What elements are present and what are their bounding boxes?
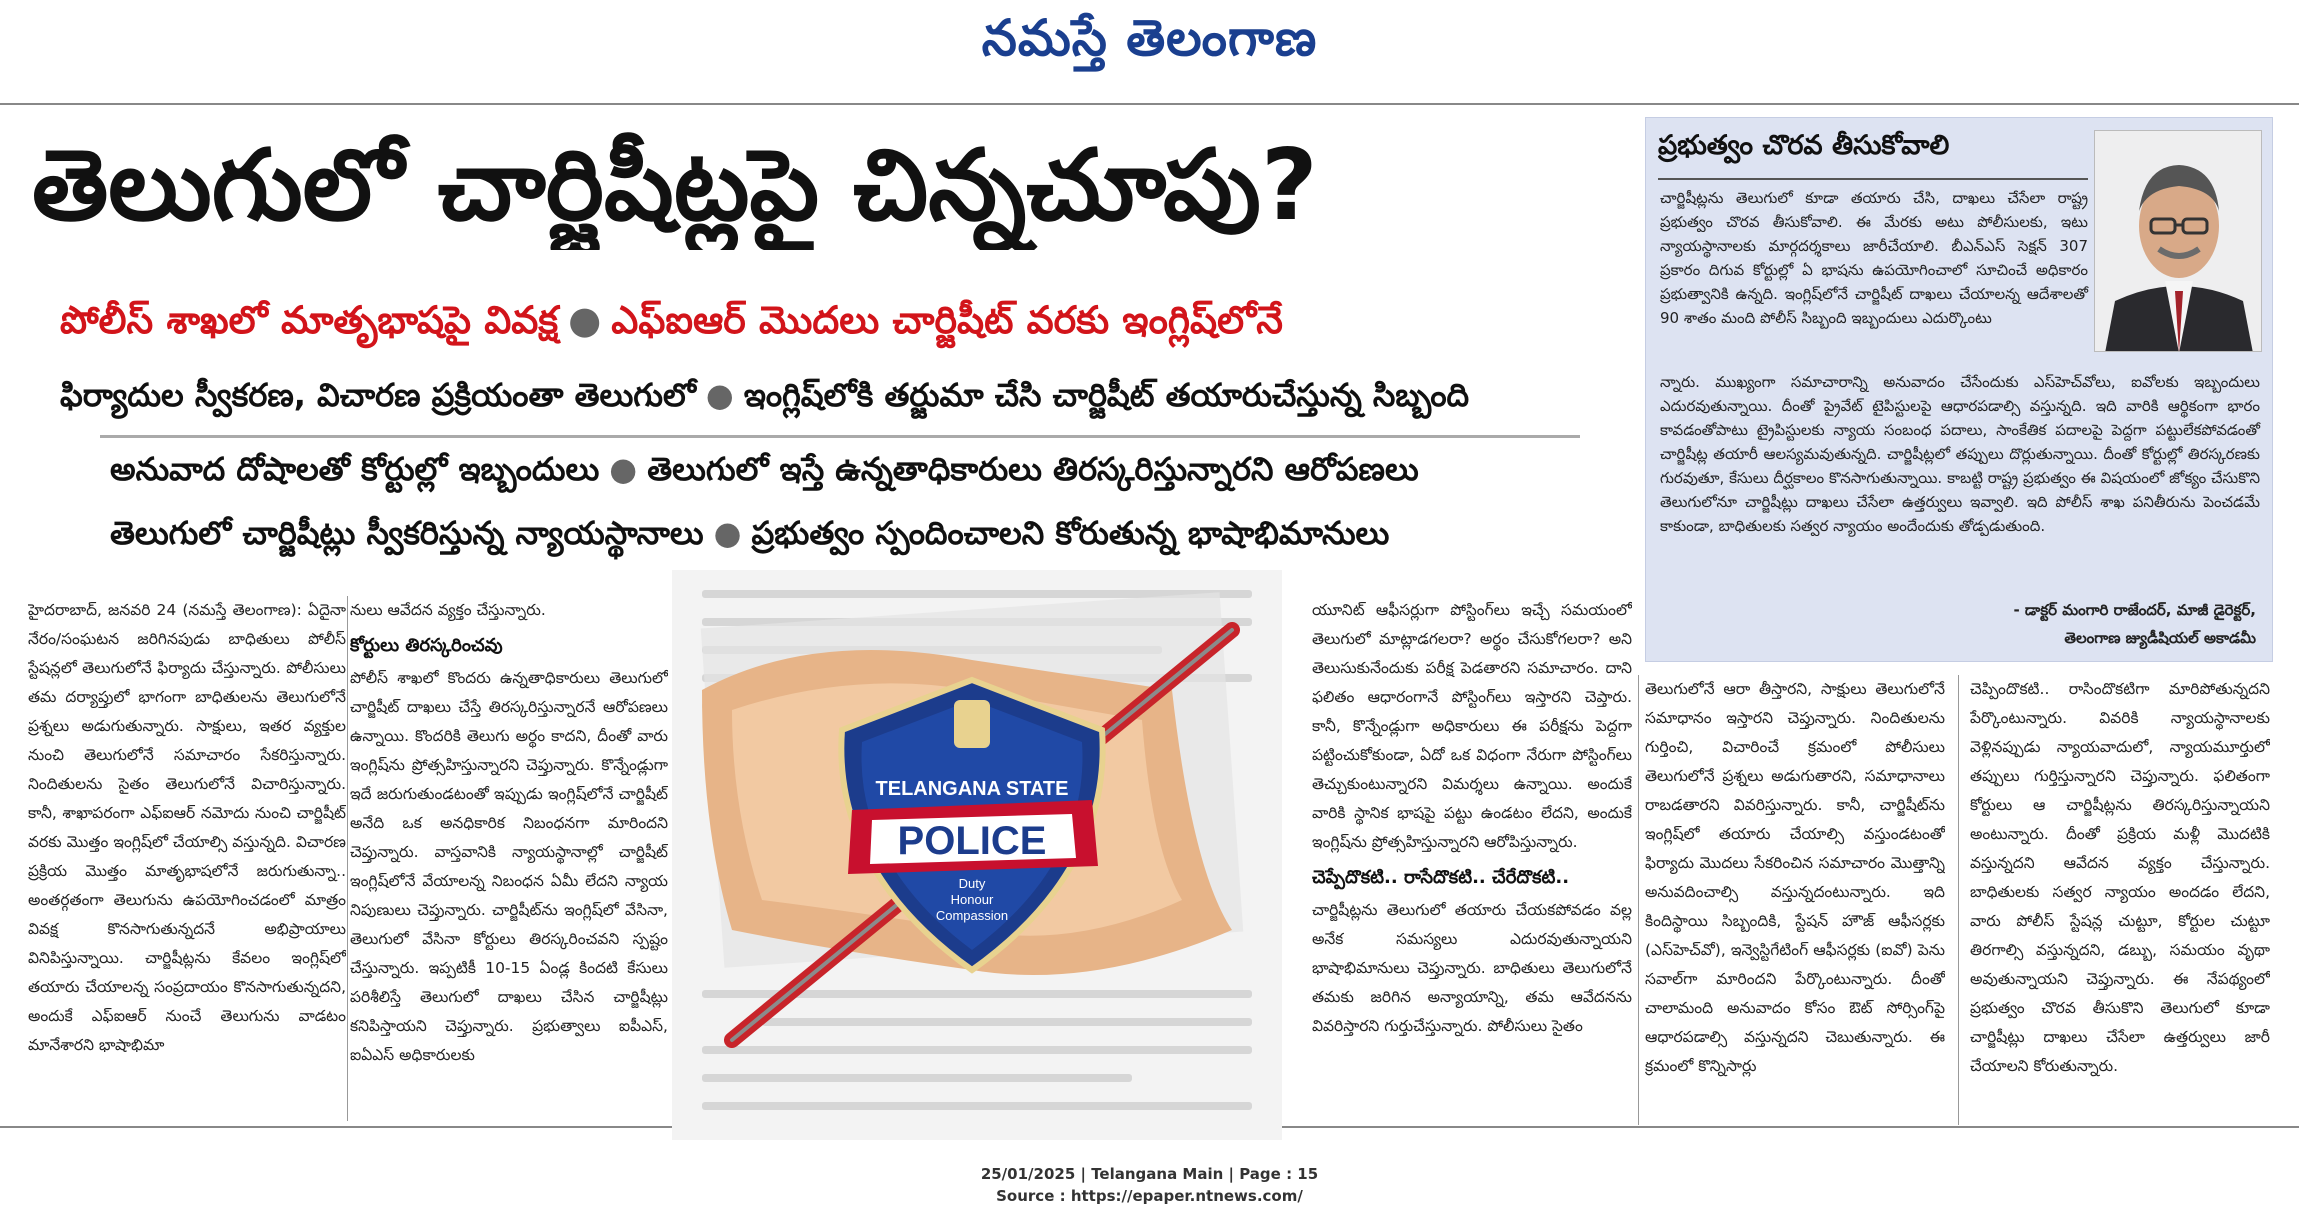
article-paragraph: చెప్పిందొకటి.. రాసిందొకటిగా మారిపోతున్నదని పేర్కొంటున్నారు. వివరికి న్యాయస్థానాలకు వెళ్లినప్పుడు న్యాయవాదులో, న్యాయమూర్తులో తప్పులు గుర్తిస్తున్నారని చెప్తున్నారు. ఫలితంగా కోర్టులు ఆ చార్జిషీట్లను తిరస్కరిస్తున్నాయని అంటున్నారు. దీంతో ప్రక్రియ మళ్లీ మొదటికి వస్తున్నదని ఆవేదన వ్యక్తం చేస్తున్నారు. బాధితులకు సత్వర న్యాయం అందడం లేదని, వారు పోలీస్ స్టేషన్ల చుట్టూ, కోర్టుల చుట్టూ తిరగాల్సి వస్తున్నదని, డబ్బు, సమయం వృథా అవుతున్నాయని చెప్తున్నారు. ఈ నేపథ్యంలో ప్రభుత్వం చొరవ తీసుకొని తెలుగులో కూడా చార్జిషీట్లు దాఖలు చేసేలా ఉత్తర్వులు జారీ చేయాలని కోరుతున్నారు.: [1970, 680, 2270, 1075]
section-subhead: చెప్పేదొకటి.. రాసేదొకటి.. చేరేదొకటి..: [1312, 867, 1570, 888]
sidebar-body-top: చార్జిషీట్లను తెలుగులో కూడా తయారు చేసి, దాఖలు చేసేలా రాష్ట్ర ప్రభుత్వం చొరవ తీసుకోవాలి. ఈ మేరకు అటు పోలీసులకు, ఇటు న్యాయస్థానాలకు మార్గదర్శకాలు జారీచేయాలి. బీఎన్ఎస్ సెక్షన్ 307 ప్రకారం దిగువ కోర్టుల్లో ఏ భాషను ఉపయోగించాలో సూచించే అధికారం ప్రభుత్వానికి ఉన్నది. ఇంగ్లిష్‌లోనే చార్జిషీట్ దాఖలు చేయాలన్న ఆదేశాలతో 90 శాతం మంది పోలీస్ సిబ్బంది ఇబ్బందులు ఎదుర్కొంటు: [1660, 189, 2088, 327]
deck-item: ఫిర్యాదుల స్వీకరణ, విచారణ ప్రక్రియంతా తెలుగులో: [60, 376, 696, 414]
article-paragraph: యూనిట్ ఆఫీసర్లుగా పోస్టింగ్‌లు ఇచ్చే సమయంలో తెలుగులో మాట్లాడగలరా? అర్థం చేసుకోగలరా? అని తెలుసుకునేందుకు పరీక్ష పెడతారని సమాచారం. దాని ఫలితం ఆధారంగానే పోస్టింగ్‌లు ఇస్తారని చెప్తారు. కానీ, కొన్నేండ్లుగా అధికారులు ఈ పరీక్షను పెద్దగా పట్టించుకోకుండా, ఏదో ఒక విధంగా నేరుగా పోస్టింగ్‌లు తెచ్చుకుంటున్నారని విమర్శలు ఉన్నాయి. అందుకే వారికి స్థానిక భాషపై పట్టు ఉండటం లేదని, అందుకే ఇంగ్లిష్‌ను ప్రోత్సహిస్తున్నారని ఆరోపిస్తున్నారు.: [1312, 601, 1632, 851]
sidebar-body-bottom: న్నారు. ముఖ్యంగా సమాచారాన్ని అనువాదం చేసేందుకు ఎస్‌హెచ్‌వోలు, ఐవోలకు ఇబ్బందులు ఎదురవుతున్నాయి. దీంతో ప్రైవేట్ టైపిస్టులపై ఆధారపడాల్సి వస్తున్నది. ఇది వారికి ఆర్థికంగా భారం కావడంతోపాటు ట్రైపిస్టులకు న్యాయ సంబంధ పదాలు, సాంకేతిక పదాలపై పెద్దగా పట్టులేకపోవడంతో చార్జిషీట్ల తయారీ ఆలస్యమవుతున్నది. చార్జిషీట్లలో తప్పులు దొర్లుతున్నాయి. దీంతో కోర్టుల్లో తిరస్కరణకు గురవుతూ, కేసులు దీర్ఘకాలం కొనసాగుతున్నాయి. కాబట్టి రాష్ట్ర ప్రభుత్వం ఈ విషయంలో జోక్యం చేసుకొని తెలుగులోనూ చార్జిషీట్లు దాఖలు చేసేలా ఉత్తర్వులు ఇవ్వాలి. ఇది పోలీస్ శాఖ పనితీరును పెంచడమే కాకుండా, బాధితులకు సత్వర న్యాయం అందేందుకు తోడ్పడుతుంది.: [1660, 373, 2260, 535]
deck-item: ఇంగ్లిష్‌లోకి తర్జుమా చేసి చార్జిషీట్ తయారుచేస్తున్న సిబ్బంది: [743, 376, 1470, 414]
footer-source-link[interactable]: Source : https://epaper.ntnews.com/: [996, 1187, 1303, 1205]
bullet-icon: ●: [609, 450, 638, 488]
masthead: [0, 0, 2299, 80]
bullet-icon: ●: [568, 298, 602, 342]
article-column-2: [350, 596, 668, 1121]
article-paragraph: తెలుగులోనే ఆరా తీస్తారని, సాక్షులు తెలుగులోనే సమాధానం ఇస్తారని చెప్తున్నారు. నిందితులను గుర్తించి, విచారించే క్రమంలో పోలీసులు తెలుగులోనే ప్రశ్నలు అడుగుతారని, సమాధానాలు రాబడతారని వివరిస్తున్నారు. కానీ, చార్జిషీట్‌ను ఇంగ్లిష్‌లో తయారు చేయాల్సి వస్తుండటంతో ఫిర్యాదు మొదలు సేకరించిన సమాచారం మొత్తాన్ని అనువదించాల్సి వస్తున్నదంటున్నారు. ఇది కిందిస్థాయి సిబ్బందికి, స్టేషన్ హౌజ్ ఆఫీసర్లకు (ఎస్‌హెచ్‌వో), ఇన్వెస్టిగేటింగ్ ఆఫీసర్లకు (ఐవో) పెను సవాల్‌గా మారిందని పేర్కొంటున్నారు. దీంతో చాలామంది అనువాదం కోసం ఔట్ సోర్సింగ్‌పై ఆధారపడాల్సి వస్తున్నదని చెబుతున్నారు. ఈ క్రమంలో కొన్నిసార్లు: [1645, 680, 1945, 1075]
subheadline-red: [60, 298, 1620, 352]
section-subhead: కోర్టులు తిరస్కరించవు: [350, 635, 503, 656]
page-footer: [0, 1163, 2299, 1207]
column-divider: [1958, 675, 1959, 1125]
article-paragraph: హైదరాబాద్, జనవరి 24 (నమస్తే తెలంగాణ): ఏదైనా నేరం/సంఘటన జరిగినపుడు బాధితులు పోలీస్ స్టేషన్లలో తెలుగులోనే ఫిర్యాదు చేస్తున్నారు. పోలీసులు తమ దర్యాప్తులో భాగంగా బాధితులను తెలుగులోనే ప్రశ్నలు అడుగుతున్నారు. సాక్షులు, ఇతర వ్యక్తుల నుంచి తెలుగులోనే సమాచారం సేకరిస్తున్నారు. నిందితులను సైతం తెలుగులోనే విచారిస్తున్నారు. కానీ, శాఖాపరంగా ఎఫ్ఐఆర్ నమోదు నుంచి చార్జిషీట్ వరకు మొత్తం ఇంగ్లిష్‌లో చేయాల్సి వస్తున్నది. విచారణ ప్రక్రియ మొత్తం మాతృభాషలోనే జరుగుతున్నా.. అంతర్గతంగా తెలుగును ఉపయోగించడంలో మాత్రం వివక్ష కొనసాగుతున్నదనే అభిప్రాయాలు వినిపిస్తున్నాయి. చార్జిషీట్లను కేవలం ఇంగ్లిష్‌లో తయారు చేయాలన్న సంప్రదాయం కొనసాగుతున్నదని, అందుకే ఎఫ్ఐఆర్ నుంచే తెలుగును వాడటం మానేశారని భాషాభిమా: [28, 601, 346, 1054]
author-portrait-icon: [2095, 131, 2262, 352]
police-badge-icon: [672, 570, 1282, 1140]
article-paragraph: నులు ఆవేదన వ్యక్తం చేస్తున్నారు.: [350, 601, 546, 619]
article-paragraph: చార్జిషీట్లను తెలుగులో తయారు చేయకపోవడం వల్ల అనేక సమస్యలు ఎదురవుతున్నాయని భాషాభిమానులు చెప్తున్నారు. బాధితులు తెలుగులోనే తమకు జరిగిన అన్యాయాన్ని, తమ ఆవేదనను వివరిస్తారని గుర్తుచేస్తున్నారు. పోలీసులు సైతం: [1312, 901, 1632, 1035]
logo-line-3: Duty: [958, 876, 986, 891]
sidebar-signature: [2013, 596, 2256, 652]
sidebar-opinion-box: [1645, 117, 2273, 662]
logo-line-5: Compassion: [935, 908, 1009, 923]
deck-item: అనువాద దోషాలతో కోర్టుల్లో ఇబ్బందులు: [110, 450, 600, 488]
deck-item: తెలుగులో ఇస్తే ఉన్నతాధికారులు తిరస్కరిస్తున్నారని ఆరోపణలు: [647, 450, 1419, 488]
deck-item: ప్రభుత్వం స్పందించాలని కోరుతున్న భాషాభిమానులు: [751, 514, 1390, 552]
police-logo-illustration: [672, 570, 1282, 1140]
signature-org: తెలంగాణ జ్యుడీషియల్ అకాడమీ: [2064, 629, 2256, 647]
deck-item: ఎఫ్ఐఆర్ మొదలు చార్జిషీట్ వరకు ఇంగ్లిష్‌లోనే: [611, 298, 1283, 342]
divider: [100, 435, 1580, 438]
footer-edition-info: 25/01/2025 | Telangana Main | Page : 15: [980, 1165, 1319, 1183]
sidebar-title: ప్రభుత్వం చొరవ తీసుకోవాలి: [1658, 130, 2088, 180]
deck-item: తెలుగులో చార్జిషీట్లు స్వీకరిస్తున్న న్యాయస్థానాలు: [110, 514, 704, 552]
logo-line-4: Honour: [950, 892, 994, 907]
article-paragraph: పోలీస్ శాఖలో కొందరు ఉన్నతాధికారులు తెలుగులో చార్జిషీట్ దాఖలు చేస్తే తిరస్కరిస్తున్నారనే ఆరోపణలు ఉన్నాయి. కొందరికి తెలుగు అర్థం కాదని, దీంతో వారు ఇంగ్లిష్‌ను ప్రోత్సహిస్తున్నారని చెప్తున్నారు. కొన్నేండ్లుగా ఇదే జరుగుతుండటంతో ఇప్పుడు ఇంగ్లిష్‌లోనే చార్జిషీట్ అనేది ఒక అనధికారిక నిబంధనగా మారిందని చెప్తున్నారు. వాస్తవానికి న్యాయస్థానాల్లో చార్జిషీట్ ఇంగ్లిష్‌లోనే వేయాలన్న నిబంధన ఏమీ లేదని న్యాయ నిపుణులు చెప్తున్నారు. చార్జిషీట్‌ను ఇంగ్లిష్‌లో వేసినా, తెలుగులో వేసినా కోర్టులు తిరస్కరించవని స్పష్టం చేస్తున్నారు. ఇప్పటికీ 10-15 ఏండ్ల కిందటి కేసులు పరిశీలిస్తే తెలుగులో దాఖలు చేసిన చార్జిషీట్లు కనిపిస్తాయని చెప్తున్నారు. ప్రభుత్వాలు ఐపీఎస్, ఐఏఎస్ అధికారులకు: [350, 669, 668, 1064]
page-title: తెలుగులో చార్జిషీట్లపై చిన్నచూపు?: [32, 129, 1318, 243]
signature-name: - డాక్టర్ మంగారి రాజేందర్, మాజీ డైరెక్టర్,: [2013, 601, 2256, 619]
column-divider: [347, 596, 348, 1121]
subheadline-4: [110, 514, 1610, 560]
subheadline-2: [60, 376, 1620, 422]
subheadline-3: [110, 450, 1610, 496]
article-column-4: [1645, 675, 1945, 1125]
masthead-logo: నమస్తే తెలంగాణ: [981, 8, 1318, 67]
column-divider: [1638, 675, 1639, 1125]
deck-item: పోలీస్ శాఖలో మాతృభాషపై వివక్ష: [60, 298, 559, 342]
article-column-1: [28, 596, 346, 1121]
bullet-icon: ●: [705, 376, 734, 414]
logo-line-2: POLICE: [897, 819, 1047, 863]
article-column-3: [1312, 596, 1632, 1121]
bullet-icon: ●: [713, 514, 742, 552]
article-column-5: [1970, 675, 2270, 1125]
author-photo: [2094, 130, 2262, 352]
logo-line-1: TELANGANA STATE: [875, 778, 1069, 800]
